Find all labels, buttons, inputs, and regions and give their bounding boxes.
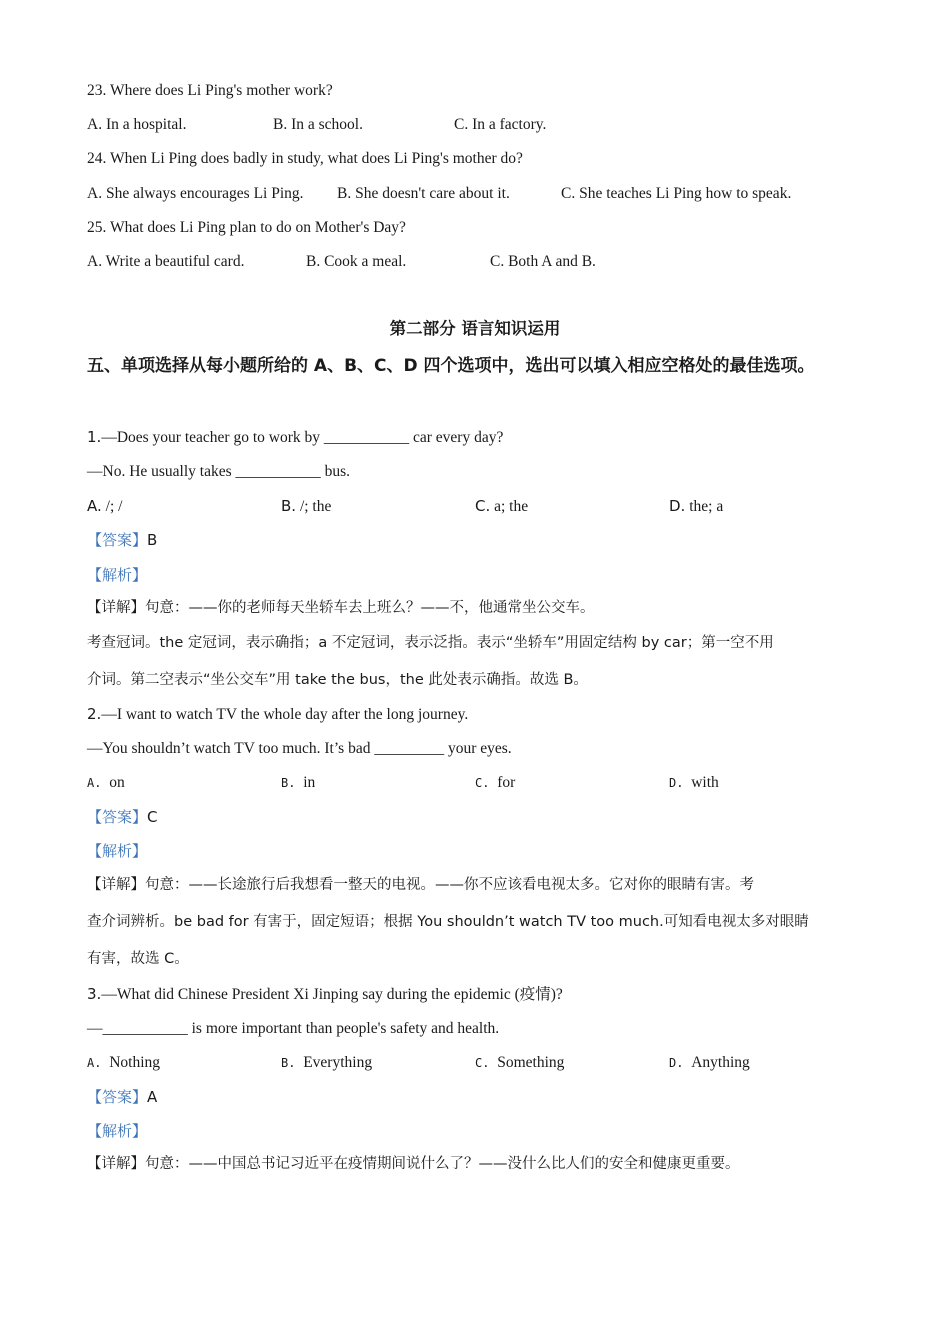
q25-option-b: B. Cook a meal. xyxy=(306,253,407,270)
q2-line2: —You shouldn’t watch TV too much. It’s bad _________ your eyes. xyxy=(87,740,512,757)
analysis-tag: 【解析】 xyxy=(87,1122,148,1140)
q2-detail1: 【详解】句意：——长途旅行后我想看一整天的电视。——你不应该看电视太多。它对你的眼睛有害。考 xyxy=(87,877,754,893)
q2-number: 2. xyxy=(87,705,102,723)
q1-line2: —No. He usually takes ___________ bus. xyxy=(87,463,351,480)
answer-value: C xyxy=(147,808,158,826)
q1-option-d: D. the; a xyxy=(669,497,724,515)
q3-line2: —___________ is more important than people's safety and health. xyxy=(87,1020,500,1037)
q23-option-c: C. In a factory. xyxy=(454,116,547,133)
q1-option-b: B. /; the xyxy=(281,497,332,515)
q3-analysis xyxy=(87,1121,147,1142)
q1-answer xyxy=(87,530,157,551)
q2-detail2: 查介词辨析。be bad for 有害于，固定短语；根据 You shouldn’t watch TV too much.可知看电视太多对眼睛 xyxy=(87,914,809,930)
q23-option-b: B. In a school. xyxy=(273,116,363,133)
q1-option-a: A. /; / xyxy=(87,497,123,515)
q2-analysis xyxy=(87,841,147,862)
q3-question: —What did Chinese President Xi Jinping say during the epidemic (疫情)? xyxy=(101,986,563,1003)
q3-answer xyxy=(87,1087,157,1108)
q3-option-d: D. Anything xyxy=(669,1054,750,1071)
q3-detail1: 【详解】句意：——中国总书记习近平在疫情期间说什么了？——没什么比人们的安全和健康更重要。 xyxy=(87,1156,740,1172)
q1-analysis xyxy=(87,565,147,586)
q2-detail3: 有害，故选 C。 xyxy=(87,951,189,967)
q2-option-d: D. with xyxy=(669,774,719,791)
detail-tag: 【详解】 xyxy=(87,1156,145,1172)
section-title: 第二部分 语言知识运用 xyxy=(389,319,561,338)
q25-question: 25. What does Li Ping plan to do on Mother's Day? xyxy=(87,219,406,236)
q3-option-a: A. Nothing xyxy=(87,1054,161,1071)
q1-detail3: 介词。第二空表示“坐公交车”用 take the bus，the 此处表示确指。故选 B。 xyxy=(87,672,588,688)
q2-option-b: B. in xyxy=(281,774,316,791)
q3-number: 3. xyxy=(87,985,102,1003)
detail-tag: 【详解】 xyxy=(87,877,145,893)
detail-tag: 【详解】 xyxy=(87,600,145,616)
q24-option-a: A. She always encourages Li Ping. xyxy=(87,185,304,202)
q1-option-c: C. a; the xyxy=(475,497,529,515)
q2-line1 xyxy=(87,704,468,725)
section-heading: 五、单项选择从每小题所给的 A、B、C、D 四个选项中，选出可以填入相应空格处的最佳选项。 xyxy=(87,356,815,376)
q23-option-a: A. In a hospital. xyxy=(87,116,187,133)
answer-tag: 【答案】 xyxy=(87,531,148,549)
q3-option-c: C. Something xyxy=(475,1054,565,1071)
q25-option-c: C. Both A and B. xyxy=(490,253,596,270)
q25-option-a: A. Write a beautiful card. xyxy=(87,253,245,270)
analysis-tag: 【解析】 xyxy=(87,566,148,584)
q1-question: —Does your teacher go to work by ___________ car every day? xyxy=(101,429,504,446)
q2-option-c: C. for xyxy=(475,774,516,791)
q1-number: 1. xyxy=(87,428,102,446)
answer-value: B xyxy=(147,531,158,549)
q2-option-a: A. on xyxy=(87,774,125,791)
q3-line1 xyxy=(87,984,563,1005)
q23-question: 23. Where does Li Ping's mother work? xyxy=(87,82,333,99)
q24-option-b: B. She doesn't care about it. xyxy=(337,185,510,202)
answer-value: A xyxy=(147,1088,158,1106)
q1-detail1: 【详解】句意：——你的老师每天坐轿车去上班么？——不，他通常坐公交车。 xyxy=(87,600,595,616)
q24-option-c: C. She teaches Li Ping how to speak. xyxy=(561,185,792,202)
q1-line1 xyxy=(87,427,503,448)
q24-question: 24. When Li Ping does badly in study, what does Li Ping's mother do? xyxy=(87,150,523,167)
answer-tag: 【答案】 xyxy=(87,808,148,826)
q2-question: —I want to watch TV the whole day after the long journey. xyxy=(101,706,469,723)
analysis-tag: 【解析】 xyxy=(87,842,148,860)
answer-tag: 【答案】 xyxy=(87,1088,148,1106)
q2-answer xyxy=(87,807,158,828)
q1-detail2: 考查冠词。the 定冠词，表示确指；a 不定冠词，表示泛指。表示“坐轿车”用固定结构 by car；第一空不用 xyxy=(87,635,774,651)
q3-option-b: B. Everything xyxy=(281,1054,373,1071)
